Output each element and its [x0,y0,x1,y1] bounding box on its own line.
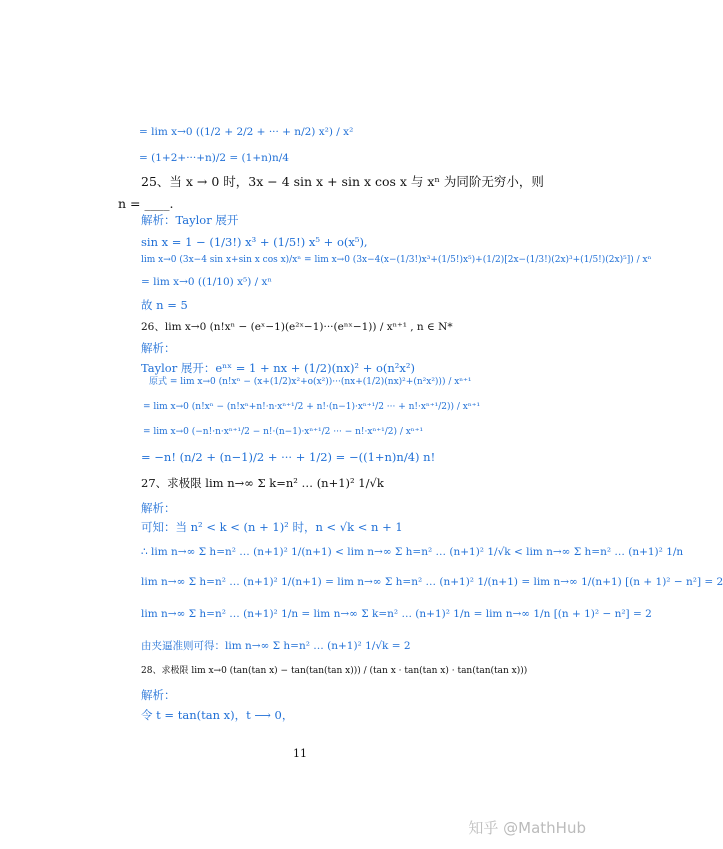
text-line-l22: lim n→∞ Σ h=n² … (n+1)² 1/n = lim n→∞ Σ k=n² … (n+1)² 1/n = lim n→∞ 1/n [(n + 1)² − n²] = 2 [141,608,652,620]
text-line-l16: = −n! (n/2 + (n−1)/2 + ··· + 1/2) = −((1+n)n/4) n! [141,450,436,464]
text-line-l02: = (1+2+···+n)/2 = (1+n)n/4 [139,152,289,164]
text-line-l03: 25、当 x → 0 时，3x − 4 sin x + sin x cos x 与 xⁿ 为同阶无穷小，则 [141,174,544,189]
text-line-l06: sin x = 1 − (1/3!) x³ + (1/5!) x⁵ + o(x⁵), [141,235,368,249]
text-line-l11: 解析： [141,341,176,355]
text-line-l21: lim n→∞ Σ h=n² … (n+1)² 1/(n+1) = lim n→∞ Σ h=n² … (n+1)² 1/(n+1) = lim n→∞ 1/(n+1) [(n + 1)² − n²] = 2 [141,576,723,588]
text-line-l09: 故 n = 5 [141,298,188,312]
text-line-l23: 由夹逼准则可得：lim n→∞ Σ h=n² … (n+1)² 1/√k = 2 [141,640,411,652]
text-line-l25: 解析： [141,688,176,702]
text-line-l26: 令 t = tan(tan x)，t ⟶ 0， [141,708,294,722]
text-line-l07: lim x→0 (3x−4 sin x+sin x cos x)/xⁿ = lim x→0 (3x−4(x−(1/3!)x³+(1/5!)x⁵)+(1/2)[2x−(1/3!)(2x)³+(1/5!)(2x)⁵]) / xⁿ [141,255,652,265]
page-number: 11 [293,747,307,760]
text-line-l05: 解析：Taylor 展开 [141,213,239,227]
text-line-l15: = lim x→0 (−n!·n·xⁿ⁺¹/2 − n!·(n−1)·xⁿ⁺¹/2 ··· − n!·xⁿ⁺¹/2) / xⁿ⁺¹ [143,427,424,437]
text-line-l10: 26、lim x→0 (n!xⁿ − (eˣ−1)(e²ˣ−1)···(eⁿˣ−1)) / xⁿ⁺¹ , n ∈ N* [141,321,453,333]
text-line-l24: 28、求极限 lim x→0 (tan(tan x) − tan(tan(tan x))) / (tan x · tan(tan x) · tan(tan(tan x))) [141,666,528,676]
text-line-l17: 27、求极限 lim n→∞ Σ k=n² … (n+1)² 1/√k [141,476,384,490]
text-line-l01: = lim x→0 ((1/2 + 2/2 + ··· + n/2) x²) / x² [139,126,354,138]
text-line-l04: n = ____. [118,196,174,211]
text-line-l08: = lim x→0 ((1/10) x⁵) / xⁿ [141,276,272,288]
text-line-l13: 原式 = lim x→0 (n!xⁿ − (x+(1/2)x²+o(x²))···(nx+(1/2)(nx)²+(n²x²))) / xⁿ⁺¹ [149,377,472,387]
text-line-l20: ∴ lim n→∞ Σ h=n² … (n+1)² 1/(n+1) < lim n→∞ Σ h=n² … (n+1)² 1/√k < lim n→∞ Σ h=n² … (n+1)² 1/n [141,546,684,558]
text-line-l14: = lim x→0 (n!xⁿ − (n!xⁿ+n!·n·xⁿ⁺¹/2 + n!·(n−1)·xⁿ⁺¹/2 ··· + n!·xⁿ⁺¹/2)) / xⁿ⁺¹ [143,402,481,412]
text-line-l12: Taylor 展开：eⁿˣ = 1 + nx + (1/2)(nx)² + o(n²x²) [141,361,416,375]
watermark-logo: 知乎 @MathHub [468,819,586,837]
text-line-l19: 可知：当 n² < k < (n + 1)² 时，n < √k < n + 1 [141,520,403,534]
text-line-l18: 解析： [141,501,176,515]
